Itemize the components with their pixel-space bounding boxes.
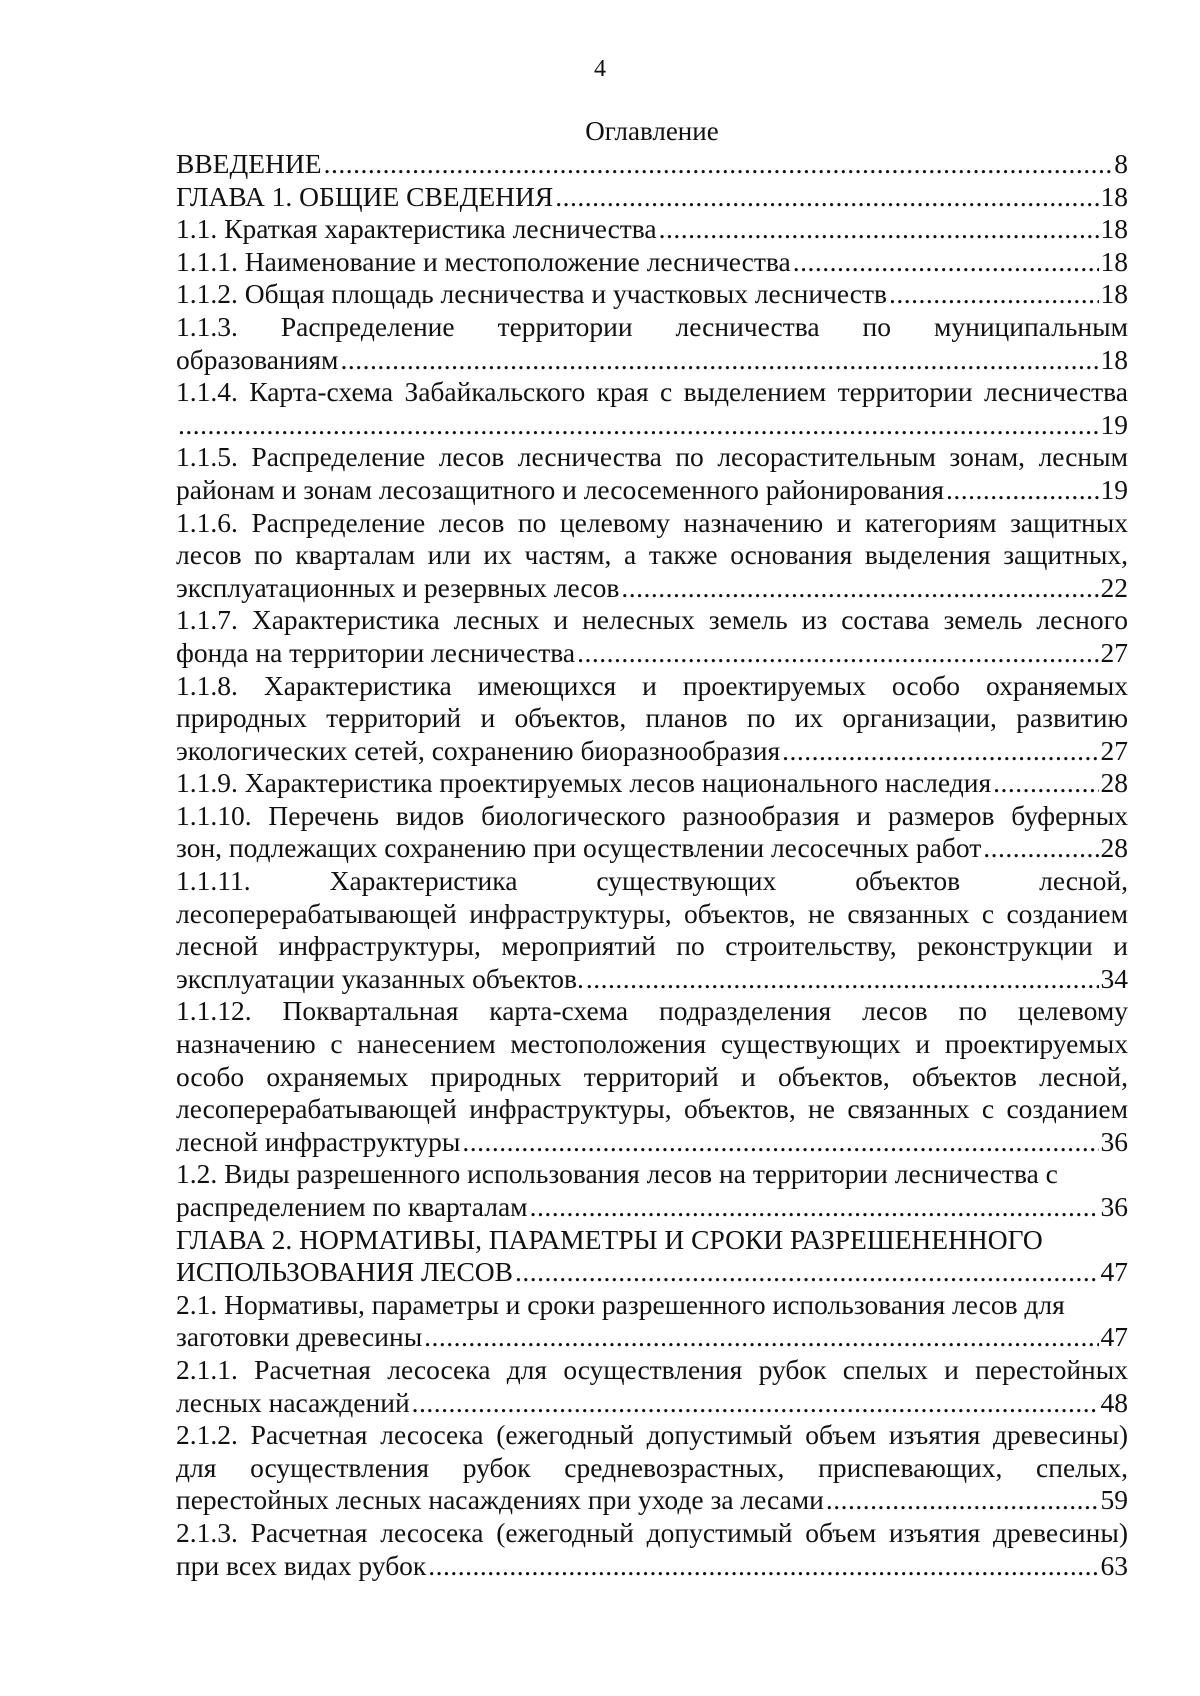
toc-page-number: 34 <box>1100 962 1128 994</box>
toc-page-number: 28 <box>1100 832 1128 864</box>
toc-entry-title: перестойных лесных насаждениях при уходе за лесами <box>176 1484 824 1516</box>
toc-entry-text-line: назначению с нанесением местоположения существующих и проектируемых <box>176 1028 1128 1060</box>
dot-leader <box>793 246 1099 279</box>
dot-leader <box>462 1126 1098 1159</box>
toc-entry-last-line <box>176 1126 1128 1159</box>
toc-entry-last-line <box>176 278 1128 311</box>
toc-entry[interactable] <box>176 148 1128 181</box>
toc-page-number: 18 <box>1100 343 1128 375</box>
toc-page-number: 36 <box>1100 1125 1128 1157</box>
toc-entry-last-line <box>176 1191 1128 1224</box>
toc-entry-last-line <box>176 963 1128 996</box>
toc-entry-last-line <box>176 767 1128 800</box>
toc-entry[interactable] <box>176 1289 1128 1354</box>
toc-entry-text-line: 1.1.3. Распределение территории лесничества по муниципальным <box>176 310 1128 342</box>
toc-entry-last-line <box>176 735 1128 768</box>
dot-leader <box>424 1321 1098 1354</box>
toc-entry-last-line <box>176 181 1128 214</box>
dot-leader <box>782 735 1098 768</box>
toc-entry-title: при всех видах рубок <box>176 1549 427 1581</box>
toc-entry-text-line: 1.1.5. Распределение лесов лесничества по лесорастительным зонам, лесным <box>176 441 1128 473</box>
toc-entry[interactable] <box>176 441 1128 506</box>
toc-entry-last-line <box>176 1484 1128 1517</box>
toc-entry-title: 1.1. Краткая характеристика лесничества <box>176 213 657 245</box>
toc-entry-title: 1.1.9. Характеристика проектируемых лесов национального наследия <box>176 767 992 799</box>
toc-entry[interactable] <box>176 995 1128 1158</box>
toc-entry[interactable] <box>176 278 1128 311</box>
toc-entry-text-line: лесоперерабатывающей инфраструктуры, объектов, не связанных с созданием <box>176 1093 1128 1125</box>
dot-leader <box>340 344 1098 377</box>
toc-title: Оглавление <box>585 116 719 146</box>
toc-entry-last-line <box>176 1550 1128 1583</box>
toc-entry-text-line: лесной инфраструктуры, мероприятий по строительству, реконструкции и <box>176 930 1128 962</box>
toc-entry-last-line <box>176 1321 1128 1354</box>
toc-entry-title: ГЛАВА 1. ОБЩИЕ СВЕДЕНИЯ <box>176 180 554 212</box>
toc-entry-title: 1.1.1. Наименование и местоположение лесничества <box>176 245 791 277</box>
toc-page-number: 8 <box>1114 148 1128 179</box>
toc-entry[interactable] <box>176 604 1128 669</box>
dot-leader <box>993 767 1098 800</box>
toc-entry[interactable] <box>176 1158 1128 1223</box>
toc-entry-text-line: 1.1.11. Характеристика существующих объектов лесной, <box>176 865 1128 897</box>
toc-entry-last-line <box>176 637 1128 670</box>
toc-entry-text-line: 1.1.6. Распределение лесов по целевому назначению и категориям защитных <box>176 506 1128 538</box>
toc-page-number: 18 <box>1100 245 1128 277</box>
dot-leader <box>946 474 1099 507</box>
toc-entry[interactable] <box>176 670 1128 768</box>
dot-leader <box>586 963 1099 996</box>
toc-entry-last-line <box>176 832 1128 865</box>
toc-entry-title: эксплуатации указанных объектов. <box>176 962 584 994</box>
toc-entry[interactable] <box>176 181 1128 214</box>
toc-entry[interactable] <box>176 213 1128 246</box>
toc-entry-last-line <box>176 246 1128 279</box>
toc-page-number: 28 <box>1100 767 1128 799</box>
toc-page-number: 19 <box>1100 473 1128 505</box>
toc-entry-last-line <box>176 1387 1128 1420</box>
toc-entry-text-line: природных территорий и объектов, планов по их организации, развитию <box>176 702 1128 734</box>
toc-page-number: 22 <box>1100 571 1128 603</box>
toc-page-number: 36 <box>1100 1191 1128 1222</box>
toc-entry-text-line: 1.1.7. Характеристика лесных и нелесных земель из состава земель лесного <box>176 604 1128 636</box>
toc-entry-title: лесной инфраструктуры <box>176 1125 461 1157</box>
toc-entry-title: экологических сетей, сохранению биоразнообразия <box>176 734 781 766</box>
toc-page-number: 48 <box>1100 1386 1128 1418</box>
toc-entry-last-line <box>176 148 1128 181</box>
toc-page-number: 27 <box>1100 734 1128 766</box>
dot-leader <box>577 637 1098 670</box>
toc-entry-title: ИСПОЛЬЗОВАНИЯ ЛЕСОВ <box>176 1256 513 1288</box>
toc-entry-text-line: особо охраняемых природных территорий и объектов, объектов лесной, <box>176 1060 1128 1092</box>
toc-entry-title: ВВЕДЕНИЕ <box>176 148 322 179</box>
toc-entry-text-line: 2.1. Нормативы, параметры и сроки разрешенного использования лесов для <box>176 1288 1065 1320</box>
page-number: 4 <box>594 56 606 82</box>
toc-entry-text-line: 1.1.12. Поквартальная карта-схема подразделения лесов по целевому <box>176 995 1128 1027</box>
toc-entry-text-line: лесоперерабатывающей инфраструктуры, объектов, не связанных с созданием <box>176 897 1128 929</box>
toc-entry-title: лесных насаждений <box>176 1386 410 1418</box>
toc-page-number: 59 <box>1100 1484 1128 1516</box>
toc-entry-title: эксплуатационных и резервных лесов <box>176 571 620 603</box>
toc-entry[interactable] <box>176 1354 1128 1419</box>
dot-leader <box>530 1191 1099 1224</box>
dot-leader <box>983 832 1098 865</box>
toc-entry-text-line: 1.2. Виды разрешенного использования лесов на территории лесничества с <box>176 1158 1058 1190</box>
toc-entry[interactable] <box>176 246 1128 279</box>
dot-leader <box>659 213 1099 246</box>
dot-leader <box>889 278 1099 311</box>
toc-entry-title: зон, подлежащих сохранению при осуществлении лесосечных работ <box>176 832 982 864</box>
toc-entry-text-line: 1.1.4. Карта-схема Забайкальского края с выделением территории лесничества <box>176 376 1128 408</box>
toc-entry-last-line <box>176 572 1128 605</box>
toc-entry-last-line <box>176 213 1128 246</box>
toc-entry-title: фонда на территории лесничества <box>176 636 576 668</box>
toc-entry-title: образованиям <box>176 343 339 375</box>
toc-entry-text-line: 1.1.8. Характеристика имеющихся и проектируемых особо охраняемых <box>176 669 1128 701</box>
dot-leader <box>515 1256 1099 1289</box>
toc-entry-last-line <box>176 1256 1128 1289</box>
toc-entry[interactable] <box>176 767 1128 800</box>
toc-entry[interactable] <box>176 1517 1128 1582</box>
toc-entry[interactable] <box>176 376 1128 441</box>
toc-entry[interactable] <box>176 507 1128 605</box>
toc-entry[interactable] <box>176 865 1128 995</box>
toc-entry-last-line <box>176 474 1128 507</box>
dot-leader <box>324 148 1113 181</box>
toc-entry-title: районам и зонам лесозащитного и лесосеменного районирования <box>176 473 944 505</box>
toc-page-number: 19 <box>1100 408 1128 440</box>
toc-entry-text-line: ГЛАВА 2. НОРМАТИВЫ, ПАРАМЕТРЫ И СРОКИ РАЗРЕШЕНЕННОГО <box>176 1223 1043 1255</box>
toc-entry[interactable] <box>176 311 1128 376</box>
toc-entry[interactable] <box>176 800 1128 865</box>
table-of-contents <box>176 148 1128 1582</box>
toc-entry-title: заготовки древесины <box>176 1321 423 1353</box>
toc-entry[interactable] <box>176 1419 1128 1517</box>
toc-entry-title: 1.1.2. Общая площадь лесничества и участковых лесничеств <box>176 278 887 310</box>
toc-page-number: 63 <box>1100 1549 1128 1581</box>
dot-leader <box>428 1550 1098 1583</box>
toc-page-number: 47 <box>1100 1256 1128 1288</box>
toc-entry-text-line: 2.1.2. Расчетная лесосека (ежегодный допустимый объем изъятия древесины) <box>176 1419 1128 1451</box>
toc-page-number: 18 <box>1100 213 1128 245</box>
dot-leader <box>826 1484 1099 1517</box>
dot-leader <box>412 1387 1099 1420</box>
dot-leader <box>178 409 1099 442</box>
toc-page-number: 18 <box>1100 278 1128 310</box>
toc-entry-text-line: лесов по кварталам или их частям, а также основания выделения защитных, <box>176 539 1128 571</box>
toc-entry-text-line: для осуществления рубок средневозрастных, приспевающих, спелых, <box>176 1451 1128 1483</box>
toc-entry-text-line: 2.1.3. Расчетная лесосека (ежегодный допустимый объем изъятия древесины) <box>176 1516 1128 1548</box>
toc-page-number: 47 <box>1100 1321 1128 1353</box>
toc-entry[interactable] <box>176 1224 1128 1289</box>
toc-entry-last-line <box>176 409 1128 442</box>
toc-entry-text-line: 1.1.10. Перечень видов биологического разнообразия и размеров буферных <box>176 799 1128 831</box>
dot-leader <box>621 572 1098 605</box>
toc-page-number: 18 <box>1100 180 1128 212</box>
toc-entry-last-line <box>176 344 1128 377</box>
dot-leader <box>555 181 1098 214</box>
toc-entry-title: распределением по кварталам <box>176 1191 528 1222</box>
toc-entry-text-line: 2.1.1. Расчетная лесосека для осуществления рубок спелых и перестойных <box>176 1353 1128 1385</box>
toc-page-number: 27 <box>1100 636 1128 668</box>
